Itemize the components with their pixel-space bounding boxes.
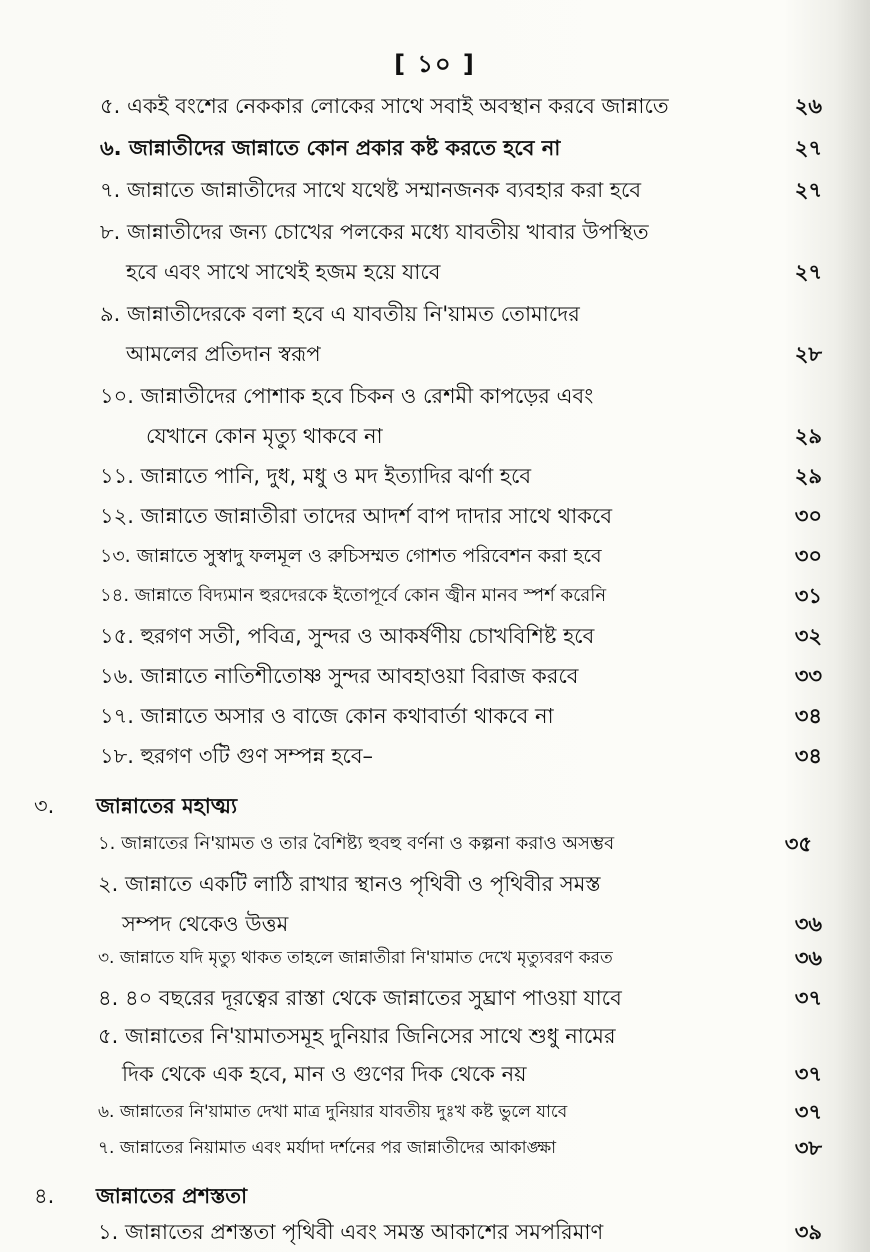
toc-entry — [0, 824, 870, 864]
toc-entry-text: ১০. জান্নাতীদের পোশাক হবে চিকন ও রেশমী কাপড়ের এবং — [100, 384, 594, 408]
toc-entry-page: ৩৬ — [794, 946, 822, 970]
toc-entry-text: ১. জান্নাতের নি'য়ামত ও তার বৈশিষ্ট্য হুবহু বর্ণনা ও কল্পনা করাও অসম্ভব — [98, 833, 615, 854]
toc-entry-text: আমলের প্রতিদান স্বরূপ — [126, 342, 321, 366]
toc-entry — [0, 536, 870, 576]
toc-entry-text: ৮. জান্নাতীদের জন্য চোখের পলকের মধ্যে যাবতীয় খাবার উপস্থিত — [100, 220, 649, 244]
toc-entry-text: ৭. জান্নাতে জান্নাতীদের সাথে যথেষ্ট সম্মানজনক ব্যবহার করা হবে — [100, 178, 642, 202]
toc-entry — [0, 1092, 870, 1132]
toc-entry-text: সম্পদ থেকেও উত্তম — [122, 912, 289, 936]
toc-entry-page: ২৯ — [794, 464, 822, 488]
toc-entry-page: ২৮ — [794, 342, 822, 366]
toc-entry-text: ৫. জান্নাতের নি'য়ামাতসমূহ দুনিয়ার জিনিসের সাথে শুধু নামের — [98, 1024, 616, 1048]
toc-entry — [0, 978, 870, 1018]
toc-entry — [0, 696, 870, 736]
toc-entry-page: ৩৭ — [794, 1062, 822, 1086]
toc-entry — [0, 128, 870, 168]
toc-entry — [0, 656, 870, 696]
toc-entry-page: ৩২ — [794, 624, 822, 648]
toc-entry-text: ১২. জান্নাতে জান্নাতীরা তাদের আদর্শ বাপ দাদার সাথে থাকবে — [100, 504, 613, 528]
toc-entry — [0, 736, 870, 776]
toc-entry-page: ৩০ — [794, 544, 822, 568]
section-title: জান্নাতের প্রশস্ততা — [96, 1184, 248, 1208]
toc-entry-text: ১. জান্নাতের প্রশস্ততা পৃথিবী এবং সমস্ত আকাশের সমপরিমাণ — [98, 1220, 604, 1244]
toc-entry — [0, 456, 870, 496]
toc-entry-text: ১১. জান্নাতে পানি, দুধ, মধু ও মদ ইত্যাদির ঝর্ণা হবে — [100, 464, 532, 488]
toc-entry-text: ৬. জান্নাতীদের জান্নাতে কোন প্রকার কষ্ট করতে হবে না — [100, 136, 561, 160]
toc-entry-page: ২৭ — [794, 178, 822, 202]
toc-entry-page: ২৬ — [794, 94, 822, 118]
toc-entry-page: ৩৫ — [784, 832, 812, 856]
toc-entry — [0, 496, 870, 536]
toc-entry — [0, 86, 870, 126]
toc-entry-continuation — [0, 252, 870, 292]
toc-entry-text: ৫. একই বংশের নেককার লোকের সাথে সবাই অবস্থান করবে জান্নাতে — [100, 94, 669, 118]
toc-entry-text: ১৪. জান্নাতে বিদ্যমান হুরদেরকে ইতোপূর্বে কোন জ্বীন মানব স্পর্শ করেনি — [100, 585, 607, 606]
toc-entry-text: ১৩. জান্নাতে সুস্বাদু ফলমূল ও রুচিসম্মত গোশত পরিবেশন করা হবে — [100, 545, 602, 567]
page-number: [ ১০ ] — [394, 50, 476, 78]
toc-entry-text: ১৭. জান্নাতে অসার ও বাজে কোন কথাবার্তা থাকবে না — [100, 704, 554, 728]
toc-entry-continuation — [0, 334, 870, 374]
section-number: ৪. — [34, 1184, 55, 1208]
toc-entry — [0, 576, 870, 616]
toc-entry — [0, 938, 870, 978]
toc-entry-text: ৬. জান্নাতের নি'য়ামাত দেখা মাত্র দুনিয়ার যাবতীয় দুঃখ কষ্ট ভুলে যাবে — [98, 1102, 568, 1122]
toc-entry-page: ৩৩ — [794, 664, 822, 688]
toc-entry — [0, 1016, 870, 1056]
toc-entry-text: যেখানে কোন মৃত্যু থাকবে না — [146, 424, 383, 448]
toc-entry-page: ২৯ — [794, 424, 822, 448]
toc-entry-continuation — [0, 1054, 870, 1094]
toc-entry-continuation — [0, 416, 870, 456]
toc-entry — [0, 616, 870, 656]
toc-entry — [0, 1212, 870, 1252]
toc-entry-text: ১৫. হুরগণ সতী, পবিত্র, সুন্দর ও আকর্ষণীয় চোখবিশিষ্ট হবে — [100, 624, 595, 648]
toc-entry — [0, 212, 870, 252]
toc-entry-page: ৩৭ — [794, 986, 822, 1010]
toc-entry-text: হবে এবং সাথে সাথেই হজম হয়ে যাবে — [126, 260, 441, 284]
toc-entry-page: ৩৯ — [794, 1220, 822, 1244]
toc-entry — [0, 170, 870, 210]
toc-entry — [0, 294, 870, 334]
toc-entry — [0, 864, 870, 904]
toc-entry-page: ৩৬ — [794, 912, 822, 936]
toc-entry-page: ৩৪ — [794, 744, 822, 768]
section-title: জান্নাতের মহাত্ম্য — [96, 794, 238, 818]
toc-entry-text: ৪. ৪০ বছরের দূরত্বের রাস্তা থেকে জান্নাতের সুঘ্রাণ পাওয়া যাবে — [98, 986, 622, 1010]
toc-entry-text: ৯. জান্নাতীদেরকে বলা হবে এ যাবতীয় নি'য়ামত তোমাদের — [100, 302, 580, 326]
section-number: ৩. — [34, 794, 55, 818]
toc-entry-page: ৩৪ — [794, 704, 822, 728]
toc-entry — [0, 376, 870, 416]
toc-entry-text: ৩. জান্নাতে যদি মৃত্যু থাকত তাহলে জান্নাতীরা নি'য়ামাত দেখে মৃত্যুবরণ করত — [98, 948, 613, 968]
toc-entry-page: ৩৭ — [794, 1100, 822, 1124]
toc-entry-page: ২৭ — [794, 136, 822, 160]
section-heading — [0, 786, 870, 826]
toc-entry-text: ১৬. জান্নাতে নাতিশীতোষ্ণ সুন্দর আবহাওয়া বিরাজ করবে — [100, 664, 579, 688]
section-heading — [0, 1176, 870, 1216]
toc-entry-text: দিক থেকে এক হবে, মান ও গুণের দিক থেকে নয় — [122, 1062, 527, 1086]
toc-entry-text: ২. জান্নাতে একটি লাঠি রাখার স্থানও পৃথিবী ও পৃথিবীর সমস্ত — [98, 872, 601, 896]
toc-entry-page: ২৭ — [794, 260, 822, 284]
toc-entry-page: ৩০ — [794, 504, 822, 528]
toc-entry-page: ৩১ — [794, 584, 822, 608]
toc-entry — [0, 1128, 870, 1168]
toc-entry-text: ৭. জান্নাতের নিয়ামাত এবং মর্যাদা দর্শনের পর জান্নাতীদের আকাঙ্ক্ষা — [98, 1138, 557, 1158]
toc-entry-page: ৩৮ — [794, 1136, 822, 1160]
toc-entry-text: ১৮. হুরগণ ৩টি গুণ সম্পন্ন হবে– — [100, 744, 374, 768]
